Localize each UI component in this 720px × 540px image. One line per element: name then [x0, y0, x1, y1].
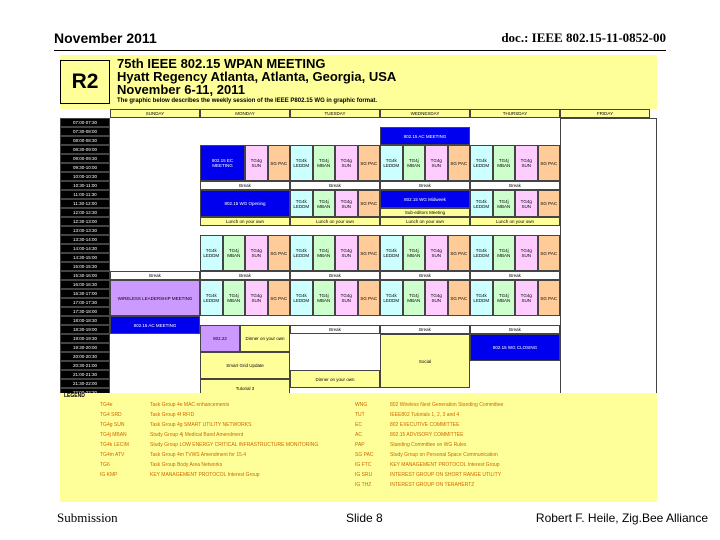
event-tg4k-leddm: TG4k LEDDM [470, 280, 493, 316]
event-dinner: Dinner on your own [290, 370, 380, 388]
legend-code: EC [355, 422, 362, 428]
event-ec-meeting: 802.15 EC MEETING [200, 145, 245, 181]
event-tg4k-leddm: TG4k LEDDM [200, 280, 223, 316]
event-lunch: Lunch on your own [380, 217, 470, 226]
event-lunch: Lunch on your own [200, 217, 290, 226]
event-tutorial: Tutorial 3 [200, 379, 290, 397]
event-tg4g-sun: TG4g SUN [515, 280, 538, 316]
legend-code: TG4e [100, 402, 113, 408]
event-sg-pac: SG PAC [268, 145, 291, 181]
legend-code: TG4j MBAN [100, 432, 127, 438]
event-break: Break [380, 271, 470, 280]
footer-author: Robert F. Heile, Zig.Bee Alliance [535, 511, 708, 525]
time-slot: 20:00-20:30 [60, 352, 110, 361]
legend-title: LEGEND [64, 393, 85, 399]
event-tg4j-mban: TG4j MBAN [223, 280, 246, 316]
event-tg4g-sun: TG4g SUN [515, 190, 538, 217]
event-wg-closing: 802.15 WG CLOSING [470, 334, 560, 361]
time-slot: 15:30-16:00 [60, 271, 110, 280]
legend-code: TUT [355, 412, 365, 418]
legend-description: 802 Wireless Next Generation Standing Committee [390, 402, 504, 408]
time-slot: 18:30-19:00 [60, 325, 110, 334]
event-sg-pac: SG PAC [538, 190, 561, 217]
time-slot: 19:30-20:00 [60, 343, 110, 352]
event-tg4k-leddm: TG4k LEDDM [470, 235, 493, 271]
legend-description: Task Group 4e MAC enhancements [150, 402, 230, 408]
event-tg4k-leddm: TG4k LEDDM [290, 145, 313, 181]
event-tg4g-sun: TG4g SUN [245, 280, 268, 316]
legend-description: Study Group 4j Medical Band Amendment [150, 432, 244, 438]
event-tg4k-leddm: TG4k LEDDM [470, 190, 493, 217]
event-tg4j-mban: TG4j MBAN [493, 145, 516, 181]
time-slot: 08:30-09:00 [60, 145, 110, 154]
footer-submission: Submission [57, 510, 118, 525]
event-wg-opening: 802.15 WG Opening [200, 190, 290, 217]
time-slot: 13:00-13:30 [60, 226, 110, 235]
event-sg-pac: SG PAC [268, 280, 291, 316]
time-slot: 11:30-12:00 [60, 199, 110, 208]
legend [60, 393, 657, 502]
event-sg-pac: SG PAC [448, 235, 471, 271]
time-slot: 07:30-08:00 [60, 127, 110, 136]
meeting-dates: November 6-11, 2011 [117, 82, 245, 97]
legend-description: KEY MANAGEMENT PROTOCOL Interest Group [150, 472, 260, 478]
event-sg-pac: SG PAC [358, 145, 381, 181]
legend-code: IG THZ [355, 482, 372, 488]
event-break: Break [470, 325, 560, 334]
legend-description: Standing Committee on WG Rules [390, 442, 467, 448]
event-tg4j-mban: TG4j MBAN [313, 235, 336, 271]
time-slot: 18:00-18:30 [60, 316, 110, 325]
event-sg-pac: SG PAC [358, 280, 381, 316]
event-tg4g-sun: TG4g SUN [245, 235, 268, 271]
event-break: Break [290, 271, 380, 280]
legend-description: Task Group 4f RFID [150, 412, 195, 418]
event-tg4g-sun: TG4g SUN [515, 145, 538, 181]
header-doc-number: doc.: IEEE 802.15-11-0852-00 [501, 30, 666, 45]
time-slot: 15:00-15:30 [60, 262, 110, 271]
header-date: November 2011 [54, 30, 157, 46]
legend-code: TG4 SRD [100, 412, 122, 418]
event-social: Social [380, 334, 470, 388]
event-tg4j-mban: TG4j MBAN [403, 280, 426, 316]
time-slot: 21:30-22:00 [60, 379, 110, 388]
meeting-venue: Hyatt Regency Atlanta, Atlanta, Georgia, USA [117, 69, 397, 84]
event-tg4k-leddm: TG4k LEDDM [470, 145, 493, 181]
time-slot: 07:00-07:30 [60, 118, 110, 127]
event-ac-meeting: 802.15 AC MEETING [380, 127, 470, 145]
event-tg4g-sun: TG4g SUN [335, 280, 358, 316]
event-break: Break [290, 325, 380, 334]
legend-code: IG FTC [355, 462, 372, 468]
legend-code: SG PAC [355, 452, 374, 458]
event-break: Break [110, 271, 200, 280]
event-tg4g-sun: TG4g SUN [425, 235, 448, 271]
day-header-tuesday: TUESDAY [290, 109, 380, 118]
event-tg4j-mban: TG4j MBAN [313, 280, 336, 316]
event-tg4j-mban: TG4j MBAN [313, 145, 336, 181]
event-tg4g-sun: TG4g SUN [245, 145, 268, 181]
event-tg4k-leddm: TG4k LEDDM [380, 145, 403, 181]
event-tg4j-mban: TG4j MBAN [313, 190, 336, 217]
time-slot: 12:00-12:30 [60, 208, 110, 217]
event-wireless-leadership: WIRELESS LEADERSHIP MEETING [110, 280, 200, 316]
event-tg4k-leddm: TG4k LEDDM [290, 190, 313, 217]
friday-column [560, 118, 657, 397]
event-sg-pac: SG PAC [358, 235, 381, 271]
legend-description: INTEREST GROUP ON SHORT RANGE UTILITY [390, 472, 502, 478]
day-header-sunday: SUNDAY [110, 109, 200, 118]
event-break: Break [200, 271, 290, 280]
time-slot: 08:00-08:30 [60, 136, 110, 145]
time-slot: 14:30-15:00 [60, 253, 110, 262]
event-sg-pac: SG PAC [538, 145, 561, 181]
event-break: Break [470, 181, 560, 190]
event-sub-wg: Sub-editors Meeting [380, 208, 470, 217]
legend-code: PAP [355, 442, 365, 448]
event-sg-pac: SG PAC [448, 145, 471, 181]
legend-description: Task Group 4g SMART UTILITY NETWORKS [150, 422, 252, 428]
revision-badge: R2 [60, 60, 110, 104]
event-break: Break [470, 271, 560, 280]
time-slot: 09:00-09:30 [60, 154, 110, 163]
event-p802-22: 802.22 [200, 325, 240, 352]
legend-description: Study Group LOW ENERGY CRITICAL INFRASTRUCTURE MONITORING [150, 442, 319, 448]
event-lunch: Lunch on your own [290, 217, 380, 226]
legend-code: TG4k LECIM [100, 442, 129, 448]
legend-code: IG KMP [100, 472, 118, 478]
event-tg4g-sun: TG4g SUN [515, 235, 538, 271]
event-tg4g-sun: TG4g SUN [425, 280, 448, 316]
legend-code: TG6 [100, 462, 110, 468]
legend-description: Task Group 4m TVWS Amendment for 15.4 [150, 452, 247, 458]
event-tg4j-mban: TG4j MBAN [493, 190, 516, 217]
event-tg4k-leddm: TG4k LEDDM [380, 280, 403, 316]
time-slot: 20:30-21:00 [60, 361, 110, 370]
schedule-title-bar [60, 55, 657, 109]
time-slot: 10:00-10:30 [60, 172, 110, 181]
legend-description: INTEREST GROUP ON TERAHERTZ [390, 482, 475, 488]
event-tg4j-mban: TG4j MBAN [223, 235, 246, 271]
event-break: Break [290, 181, 380, 190]
meeting-description: The graphic below describes the weekly session of the IEEE P802.15 WG in graphic format. [117, 98, 378, 104]
time-slot: 17:00-17:30 [60, 298, 110, 307]
legend-code: IG SRU [355, 472, 373, 478]
day-header-thursday: THURSDAY [470, 109, 560, 118]
event-tg4g-sun: TG4g SUN [425, 145, 448, 181]
legend-description: Task Group Body Area Networks [150, 462, 223, 468]
legend-description: 802 EXECUTIVE COMMITTEE [390, 422, 460, 428]
time-slot: 10:30-11:00 [60, 181, 110, 190]
legend-description: 802.15 ADVISORY COMMITTEE [390, 432, 464, 438]
legend-code: WNG [355, 402, 368, 408]
time-slot: 09:30-10:00 [60, 163, 110, 172]
event-tg4k-leddm: TG4k LEDDM [290, 235, 313, 271]
time-slot: 16:00-16:30 [60, 280, 110, 289]
event-break: Break [380, 325, 470, 334]
event-tg4j-mban: TG4j MBAN [493, 280, 516, 316]
legend-code: AC [355, 432, 362, 438]
event-lunch: Lunch on your own [470, 217, 560, 226]
event-tg4k-leddm: TG4k LEDDM [290, 280, 313, 316]
event-sg-pac: SG PAC [538, 235, 561, 271]
time-slot: 12:30-13:00 [60, 217, 110, 226]
legend-description: Study Group on Personal Space Communication [390, 452, 498, 458]
schedule-graphic [60, 55, 657, 502]
event-wg-midweek: 802.15 WG Midweek [380, 190, 470, 208]
header-rule [54, 50, 666, 51]
event-sg-pac: SG PAC [448, 280, 471, 316]
event-dinner: Dinner on your own [240, 325, 290, 352]
time-slot: 13:30-14:00 [60, 235, 110, 244]
event-smart-grid: Smart Grid Update [200, 352, 290, 379]
day-header-friday: FRIDAY [560, 109, 650, 118]
event-tg4j-mban: TG4j MBAN [403, 235, 426, 271]
time-slot: 11:00-11:30 [60, 190, 110, 199]
event-sg-pac: SG PAC [358, 190, 381, 217]
time-slot: 17:30-18:00 [60, 307, 110, 316]
legend-code: TG4g SUN [100, 422, 125, 428]
time-slot: 19:00-19:30 [60, 334, 110, 343]
legend-code: TG4m ATV [100, 452, 125, 458]
event-break: Break [200, 181, 290, 190]
footer-slide-number: Slide 8 [346, 511, 383, 525]
event-tg4g-sun: TG4g SUN [335, 235, 358, 271]
time-slot: 21:00-21:30 [60, 370, 110, 379]
event-sg-pac: SG PAC [268, 235, 291, 271]
event-tg4g-sun: TG4g SUN [335, 145, 358, 181]
time-slot: 14:00-14:30 [60, 244, 110, 253]
time-slot: 16:30-17:00 [60, 289, 110, 298]
legend-description: IEEE802 Tutorials 1, 2, 3 and 4 [390, 412, 460, 418]
event-ac-meeting2: 802.15 AC MEETING [110, 316, 200, 334]
event-sg-pac: SG PAC [538, 280, 561, 316]
event-break: Break [380, 181, 470, 190]
meeting-title: 75th IEEE 802.15 WPAN MEETING [117, 56, 326, 71]
event-tg4g-sun: TG4g SUN [335, 190, 358, 217]
event-tg4k-leddm: TG4k LEDDM [200, 235, 223, 271]
day-header-monday: MONDAY [200, 109, 290, 118]
day-header-wednesday: WEDNESDAY [380, 109, 470, 118]
event-tg4j-mban: TG4j MBAN [403, 145, 426, 181]
event-tg4k-leddm: TG4k LEDDM [380, 235, 403, 271]
legend-description: KEY MANAGEMENT PROTOCOL Interest Group [390, 462, 500, 468]
event-tg4j-mban: TG4j MBAN [493, 235, 516, 271]
